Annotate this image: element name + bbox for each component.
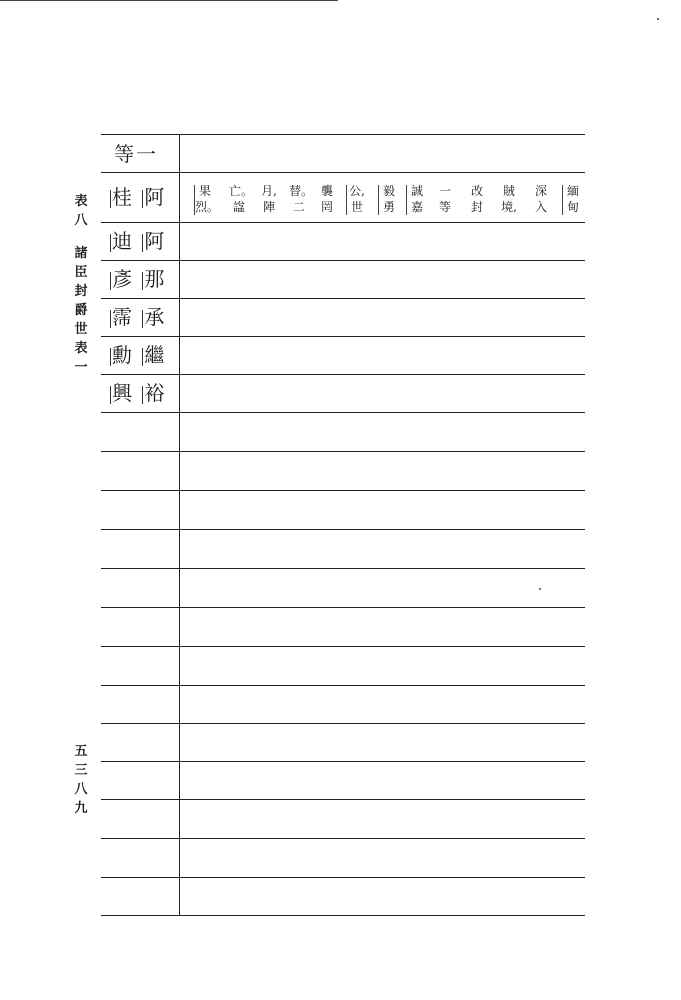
note-column: 深 入 — [534, 184, 547, 214]
title-char: 一 — [74, 360, 88, 375]
title-char: 八 — [74, 213, 88, 228]
given-name: 勳 — [112, 343, 134, 367]
surname: 那 — [144, 267, 167, 291]
row-rule — [101, 490, 585, 491]
name-cell — [110, 345, 166, 365]
name-cell — [110, 383, 166, 403]
row-rule — [101, 799, 585, 800]
row-rule — [101, 685, 585, 686]
row-rule — [101, 172, 585, 173]
given-name: 彥 — [112, 267, 134, 291]
row-rule — [101, 723, 585, 724]
note-column: 改 封 — [470, 184, 483, 214]
name-cell — [110, 307, 166, 327]
note-column: 毅 勇 — [379, 183, 399, 215]
given-name: 興 — [112, 381, 134, 405]
title-char: 封 — [74, 284, 88, 299]
title-char: 爵 — [74, 303, 88, 318]
row-rule — [101, 336, 585, 337]
surname: 阿 — [144, 229, 167, 253]
title-char: 臣 — [74, 265, 88, 280]
surname: 繼 — [144, 343, 167, 367]
note-column: 果 烈。 — [195, 184, 220, 214]
note-column: 公, 世 — [347, 183, 367, 215]
page-number-char: 三 — [74, 763, 88, 778]
given-name: 桂 — [112, 185, 134, 209]
biography-note — [183, 183, 583, 221]
name-cell — [110, 187, 166, 207]
row-rule — [101, 838, 585, 839]
title-char: 表 — [74, 341, 88, 356]
title-char: 世 — [74, 322, 88, 337]
row-rule — [101, 260, 585, 261]
title-char: 諸 — [74, 246, 88, 261]
row-rule — [101, 915, 585, 916]
given-name: 霈 — [112, 305, 134, 329]
row-rule — [101, 568, 585, 569]
row-rule — [101, 298, 585, 299]
note-column: 一 等 — [438, 184, 451, 214]
page-number-char: 五 — [74, 744, 88, 759]
row-rule — [101, 877, 585, 878]
surname: 阿 — [144, 185, 167, 209]
title-char: 表 — [74, 194, 88, 209]
row-rule — [101, 646, 585, 647]
name-cell — [110, 231, 166, 251]
note-column: 襲 罔 — [320, 184, 333, 214]
note-column: 誠 嘉 — [407, 183, 427, 215]
row-rule — [101, 374, 585, 375]
row-rule — [101, 412, 585, 413]
page-number-char: 九 — [74, 801, 88, 816]
surname: 承 — [144, 305, 167, 329]
row-rule — [101, 529, 585, 530]
row-rule — [101, 134, 585, 135]
given-name: 迪 — [112, 229, 134, 253]
name-cell — [110, 269, 166, 289]
note-column: 賊 境, — [501, 184, 517, 214]
surname: 裕 — [144, 381, 167, 405]
note-column: 替。 二 — [289, 184, 314, 214]
note-column: 緬 甸 — [563, 183, 583, 215]
rank-header: 等一 — [114, 142, 158, 166]
row-rule — [101, 451, 585, 452]
row-rule — [101, 761, 585, 762]
row-rule — [101, 222, 585, 223]
page-number-char: 八 — [74, 782, 88, 797]
note-column: 亡。 諡 — [229, 184, 254, 214]
row-rule — [101, 607, 585, 608]
note-column: 月, 陣 — [261, 184, 277, 214]
